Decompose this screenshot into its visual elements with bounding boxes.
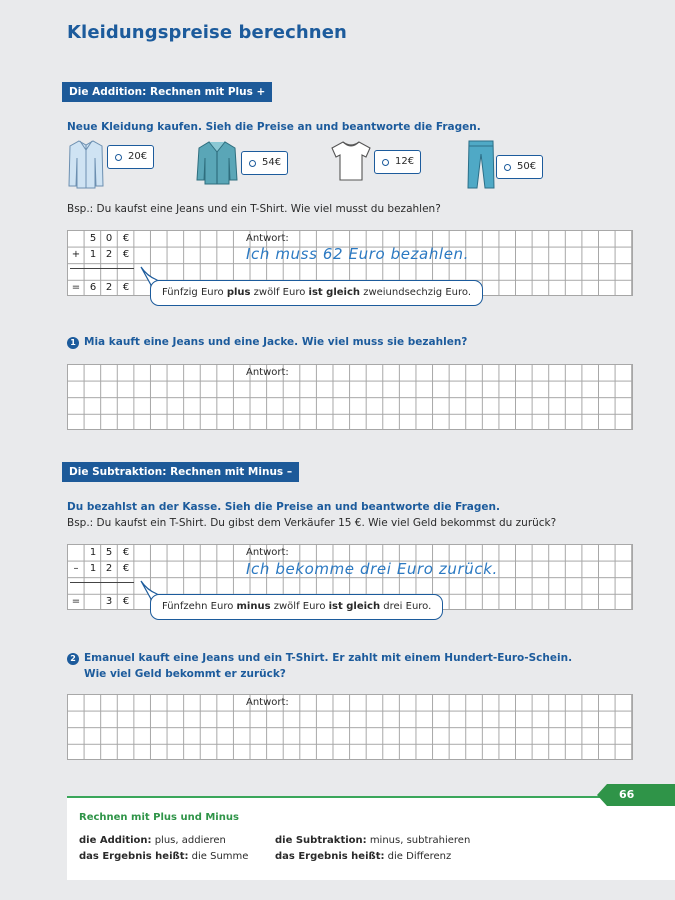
- page-number: 66: [607, 784, 675, 806]
- grid-digit: €: [122, 563, 130, 574]
- handwritten-answer: Ich bekomme drei Euro zurück.: [246, 560, 498, 578]
- grid-digit: =: [71, 282, 81, 293]
- grid-digit: +: [71, 249, 81, 260]
- grid-digit: 0: [105, 233, 113, 244]
- question-number-badge: 1: [67, 337, 79, 349]
- bubble-bold-text: minus: [236, 601, 271, 612]
- grid-digit: =: [71, 596, 81, 607]
- answer-label: Antwort:: [246, 547, 289, 558]
- grid-digit: 3: [105, 596, 113, 607]
- subtraction-section-header: Die Subtraktion: Rechnen mit Minus –: [62, 462, 299, 482]
- handwritten-answer: Ich muss 62 Euro bezahlen.: [246, 245, 470, 263]
- price-label: 20€: [128, 151, 148, 162]
- bubble-text: zweiundsechzig Euro.: [360, 287, 471, 298]
- addition-explanation-bubble: [150, 280, 483, 306]
- vocabulary-term: die Addition:: [79, 835, 152, 846]
- grid-digit: €: [122, 233, 130, 244]
- sum-line: [70, 268, 134, 269]
- page-title: Kleidungspreise berechnen: [67, 22, 347, 43]
- grid-digit: €: [122, 249, 130, 260]
- bubble-text: drei Euro.: [380, 601, 432, 612]
- question-text: Emanuel kauft eine Jeans und ein T-Shirt. Er zahlt mit einem Hundert-Euro-Schein.: [84, 652, 573, 664]
- price-tag: [374, 150, 421, 174]
- price-label: 12€: [395, 156, 415, 167]
- price-tag: [496, 155, 543, 179]
- clothing-item-jacket: [195, 138, 282, 190]
- grid-digit: 5: [105, 547, 113, 558]
- vocabulary-definition: die Summe: [188, 851, 249, 862]
- price-tag: [107, 145, 154, 169]
- price-label: 54€: [262, 157, 282, 168]
- vocabulary-box: [67, 796, 675, 880]
- addition-instruction: Neue Kleidung kaufen. Sieh die Preise an und beantworte die Fragen.: [67, 121, 481, 133]
- question-2: [67, 650, 572, 682]
- grid-digit: 1: [89, 563, 97, 574]
- vocabulary-title: Rechnen mit Plus und Minus: [79, 812, 239, 823]
- addition-example-question: Bsp.: Du kaufst eine Jeans und ein T-Shirt. Wie viel musst du bezahlen?: [67, 203, 441, 215]
- vocabulary-term: das Ergebnis heißt:: [275, 851, 385, 862]
- question-1: [67, 334, 467, 350]
- price-tag: [241, 151, 288, 175]
- subtraction-example-question: Bsp.: Du kaufst ein T-Shirt. Du gibst dem Verkäufer 15 €. Wie viel Geld bekommst du zurück?: [67, 517, 557, 529]
- vocabulary-definition: minus, subtrahieren: [366, 835, 471, 846]
- grid-digit: –: [73, 563, 79, 574]
- bubble-text: zwölf Euro: [250, 287, 309, 298]
- answer-label: Antwort:: [246, 233, 289, 244]
- tag-hole-icon: [504, 164, 511, 171]
- subtraction-instruction: Du bezahlst an der Kasse. Sieh die Preise an und beantworte die Fragen.: [67, 501, 500, 513]
- vocabulary-definition: die Differenz: [384, 851, 452, 862]
- bubble-bold-text: ist gleich: [328, 601, 381, 612]
- grid-digit: [68, 545, 84, 561]
- subtraction-explanation-bubble: [150, 594, 443, 620]
- vocabulary-difference: [275, 851, 451, 862]
- grid-digit: €: [122, 547, 130, 558]
- tag-hole-icon: [115, 154, 122, 161]
- difference-line: [70, 582, 134, 583]
- price-label: 50€: [517, 161, 537, 172]
- answer-grid-q2[interactable]: [67, 694, 633, 760]
- grid-digit: [85, 594, 101, 610]
- answer-grid-q1[interactable]: [67, 364, 633, 430]
- addition-section-header: Die Addition: Rechnen mit Plus +: [62, 82, 272, 102]
- clothing-item-shirt: [67, 138, 148, 194]
- jeans-icon: [466, 138, 496, 190]
- vocabulary-term: die Subtraktion:: [275, 835, 367, 846]
- grid-digit: 6: [89, 282, 97, 293]
- bubble-text: Fünfzig Euro: [162, 287, 227, 298]
- answer-label: Antwort:: [246, 367, 289, 378]
- bubble-bold-text: plus: [226, 287, 251, 298]
- grid-digit: 1: [89, 249, 97, 260]
- jacket-icon: [195, 138, 239, 186]
- question-text: Wie viel Geld bekommt er zurück?: [84, 668, 286, 680]
- vocabulary-addition: [79, 835, 226, 846]
- bubble-text: zwölf Euro: [270, 601, 329, 612]
- tag-hole-icon: [382, 159, 389, 166]
- answer-label: Antwort:: [246, 697, 289, 708]
- vocabulary-subtraction: [275, 835, 470, 846]
- grid-digit: 2: [105, 563, 113, 574]
- grid-digit: [68, 231, 84, 247]
- grid-digit: 1: [89, 547, 97, 558]
- shirt-icon: [67, 138, 105, 190]
- grid-digit: 2: [105, 282, 113, 293]
- grid-digit: 2: [105, 249, 113, 260]
- tshirt-icon: [330, 138, 372, 182]
- question-number-badge: 2: [67, 653, 79, 665]
- tag-hole-icon: [249, 160, 256, 167]
- grid-digit: €: [122, 596, 130, 607]
- clothing-item-jeans: [466, 138, 537, 194]
- clothing-item-tshirt: [330, 138, 415, 186]
- vocabulary-term: das Ergebnis heißt:: [79, 851, 189, 862]
- vocabulary-sum: [79, 851, 248, 862]
- bubble-bold-text: ist gleich: [308, 287, 361, 298]
- grid-digit: €: [122, 282, 130, 293]
- bubble-text: Fünfzehn Euro: [162, 601, 237, 612]
- question-text: Mia kauft eine Jeans und eine Jacke. Wie viel muss sie bezahlen?: [84, 336, 468, 348]
- vocabulary-definition: plus, addieren: [151, 835, 226, 846]
- grid-digit: 5: [89, 233, 97, 244]
